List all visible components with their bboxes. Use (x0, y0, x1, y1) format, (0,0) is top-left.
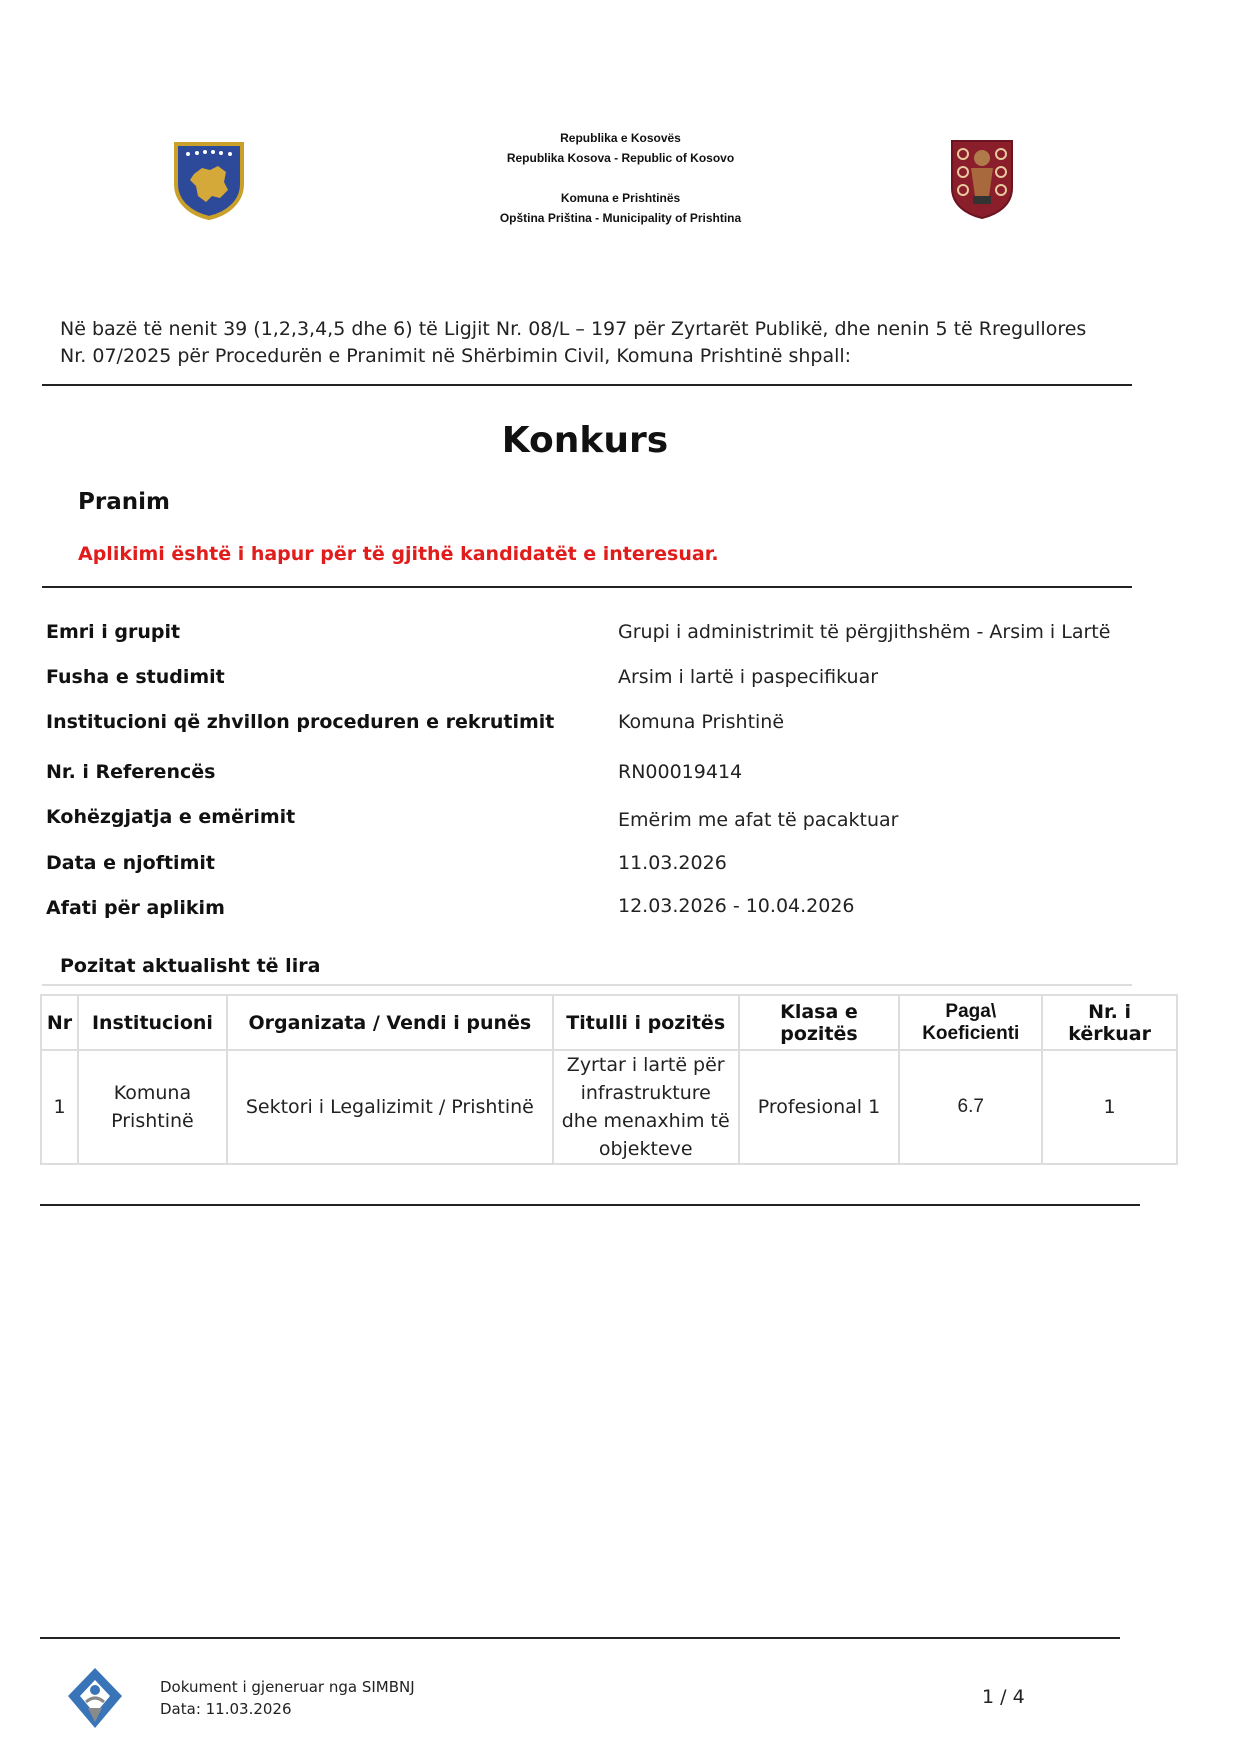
cell-paga: 6.7 (899, 1050, 1042, 1164)
column-header-organizata: Organizata / Vendi i punës (227, 995, 553, 1050)
column-header-titulli: Titulli i pozitës (553, 995, 739, 1050)
notice-text: Aplikimi është i hapur për të gjithë kandidatët e interesuar. (78, 543, 719, 565)
footer-divider (40, 1637, 1120, 1639)
footer-date: Data: 11.03.2026 (160, 1700, 292, 1718)
detail-value: Grupi i administrimit të përgjithshëm - Arsim i Lartë (618, 621, 1111, 643)
detail-label: Fusha e studimit (46, 666, 225, 688)
column-header-nr: Nr (41, 995, 78, 1050)
divider-mid (42, 586, 1132, 588)
detail-label: Data e njoftimit (46, 852, 215, 874)
positions-underline (42, 984, 1132, 986)
detail-label: Afati për aplikim (46, 897, 225, 919)
footer-generated-by: Dokument i gjeneruar nga SIMBNJ (160, 1678, 415, 1696)
column-header-nr-kerkuar: Nr. i kërkuar (1042, 995, 1177, 1050)
header-line-3: Komuna e Prishtinës (560, 191, 681, 205)
page-title: Konkurs (501, 420, 669, 461)
intro-paragraph: Në bazë të nenit 39 (1,2,3,4,5 dhe 6) të Ligjit Nr. 08/L – 197 për Zyrtarët Publikë, dhe nenin 5 të Rregullores Nr. 07/2025 për Procedurën e Pranimit në Shërbimin Civil, Komuna Prishtinë shpall: (60, 318, 1087, 367)
column-header-klasa: Klasa e pozitës (739, 995, 900, 1050)
table-row (41, 1050, 1177, 1164)
detail-value: Emërim me afat të pacaktuar (618, 809, 899, 831)
prishtina-coat-of-arms-icon (949, 138, 1015, 220)
cell-nr-kerkuar: 1 (1042, 1050, 1177, 1164)
cell-titulli: Zyrtar i lartë për infrastrukture dhe menaxhim të objekteve (553, 1050, 739, 1164)
page-number: 1 / 4 (982, 1686, 1025, 1708)
cell-klasa: Profesional 1 (739, 1050, 900, 1164)
header-line-4: Opština Priština - Municipality of Prishtina (499, 211, 742, 225)
table-header-row (41, 995, 1177, 1050)
detail-label: Institucioni që zhvillon proceduren e rekrutimit (46, 711, 555, 733)
detail-label: Nr. i Referencës (46, 761, 216, 783)
column-header-institucioni: Institucioni (78, 995, 227, 1050)
detail-value: Arsim i lartë i paspecifikuar (618, 666, 879, 688)
detail-value: 11.03.2026 (618, 852, 727, 874)
detail-value: RN00019414 (618, 761, 743, 783)
detail-label: Emri i grupit (46, 621, 181, 643)
detail-value: Komuna Prishtinë (618, 711, 785, 733)
positions-table (40, 994, 1178, 1165)
detail-label: Kohëzgjatja e emërimit (46, 806, 296, 828)
cell-institucioni: Komuna Prishtinë (78, 1050, 227, 1164)
divider-after-table (40, 1204, 1140, 1206)
column-header-paga-line2: Koeficienti (922, 1022, 1020, 1044)
cell-nr: 1 (41, 1050, 78, 1164)
header-line-1: Republika e Kosovës (560, 131, 681, 145)
positions-title: Pozitat aktualisht të lira (60, 955, 321, 977)
divider-top (42, 384, 1132, 386)
simbnj-logo-icon (64, 1666, 126, 1730)
column-header-paga (899, 995, 1042, 1050)
header-line-2: Republika Kosova - Republic of Kosovo (506, 151, 735, 165)
column-header-paga-line1: Paga\ (945, 1000, 997, 1022)
cell-organizata: Sektori i Legalizimit / Prishtinë (227, 1050, 553, 1164)
detail-value: 12.03.2026 - 10.04.2026 (618, 895, 855, 917)
subtitle: Pranim (78, 489, 170, 515)
